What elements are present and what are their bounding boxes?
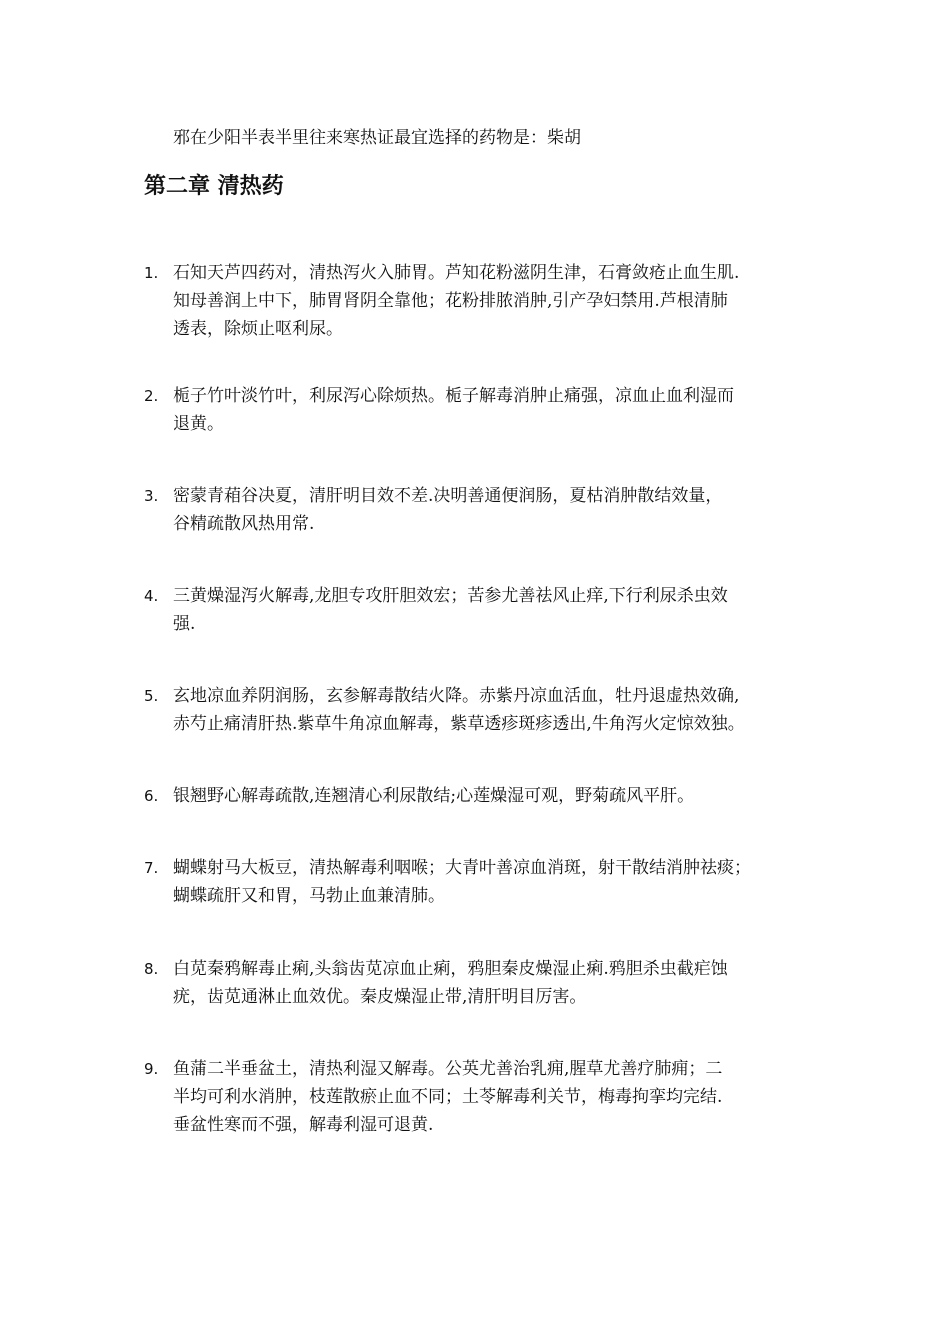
item-line: 鱼蒲二半垂盆土，清热利湿又解毒。公英尤善治乳痈,腥草尤善疗肺痈；二 [173, 1059, 723, 1079]
item-line: 垂盆性寒而不强，解毒利湿可退黄. [173, 1115, 434, 1135]
item-line: 半均可利水消肿，枝莲散瘀止血不同；土苓解毒利关节，梅毒拘挛均完结. [173, 1087, 723, 1107]
item-number: 9. [144, 1060, 159, 1078]
list-item [144, 482, 824, 538]
item-number: 1. [144, 264, 159, 282]
list-item [144, 682, 824, 738]
list-item [144, 854, 824, 910]
item-number: 3. [144, 487, 159, 505]
item-line: 谷精疏散风热用常. [173, 514, 315, 534]
list-item [144, 582, 824, 638]
item-line: 三黄燥湿泻火解毒,龙胆专攻肝胆效宏；苦参尤善祛风止痒,下行利尿杀虫效 [173, 586, 728, 606]
item-line: 退黄。 [173, 414, 224, 434]
item-line: 透表，除烦止呕利尿。 [173, 319, 343, 339]
list-item [144, 259, 824, 343]
item-number: 5. [144, 687, 159, 705]
item-line: 银翘野心解毒疏散,连翘清心利尿散结;心莲燥湿可观，野菊疏风平肝。 [173, 786, 695, 806]
item-number: 2. [144, 387, 159, 405]
item-line: 蝴蝶射马大板豆，清热解毒利咽喉；大青叶善凉血消斑，射干散结消肿祛痰； [173, 858, 751, 878]
item-number: 4. [144, 587, 159, 605]
item-line: 赤芍止痛清肝热.紫草牛角凉血解毒，紫草透疹斑疹透出,牛角泻火定惊效独。 [173, 714, 745, 734]
intro-paragraph: 邪在少阳半表半里往来寒热证最宜选择的药物是：柴胡 [173, 128, 581, 148]
list-item [144, 382, 824, 438]
item-line: 密蒙青葙谷决夏，清肝明目效不差.决明善通便润肠，夏枯消肿散结效量， [173, 486, 723, 506]
chapter-title: 第二章 清热药 [144, 174, 284, 199]
item-line: 强. [173, 614, 196, 634]
item-line: 玄地凉血养阴润肠，玄参解毒散结火降。赤紫丹凉血活血，牡丹退虚热效确, [173, 686, 740, 706]
item-line: 白苋秦鸦解毒止痢,头翁齿苋凉血止痢，鸦胆秦皮燥湿止痢.鸦胆杀虫截疟蚀 [173, 959, 728, 979]
list-item [144, 955, 824, 1011]
item-line: 栀子竹叶淡竹叶，利尿泻心除烦热。栀子解毒消肿止痛强，凉血止血利湿而 [173, 386, 734, 406]
item-line: 石知天芦四药对，清热泻火入肺胃。芦知花粉滋阴生津，石膏敛疮止血生肌. [173, 263, 740, 283]
list-item [144, 782, 824, 810]
item-number: 8. [144, 960, 159, 978]
item-line: 蝴蝶疏肝又和胃，马勃止血兼清肺。 [173, 886, 445, 906]
item-line: 知母善润上中下，肺胃肾阴全靠他；花粉排脓消肿,引产孕妇禁用.芦根清肺 [173, 291, 728, 311]
item-number: 6. [144, 787, 159, 805]
item-line: 疣，齿苋通淋止血效优。秦皮燥湿止带,清肝明目厉害。 [173, 987, 587, 1007]
item-number: 7. [144, 859, 159, 877]
list-item [144, 1055, 824, 1139]
